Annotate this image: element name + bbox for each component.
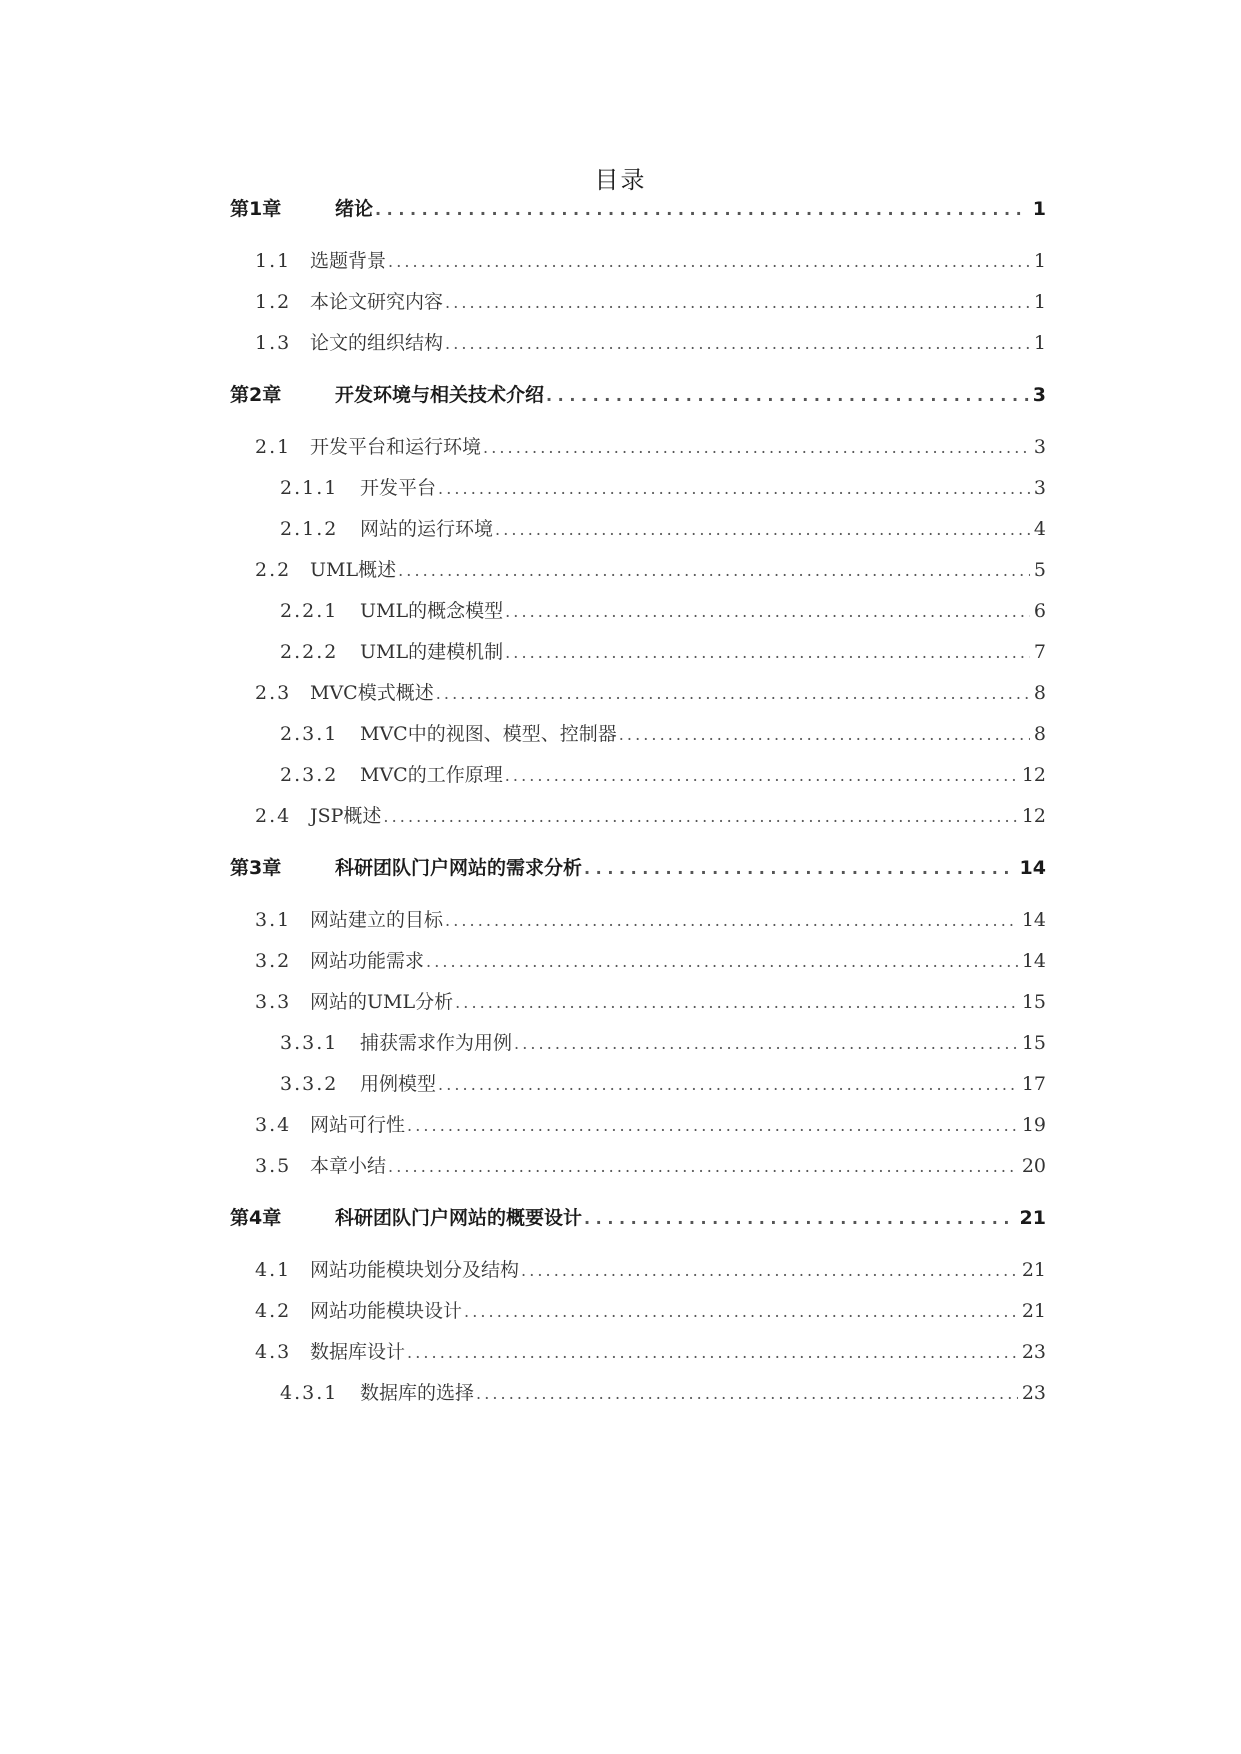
toc-entry-label: 论文的组织结构 [310, 332, 444, 354]
toc-entry-label: JSP概述 [310, 805, 382, 827]
toc-leader-dots [584, 1203, 1016, 1234]
toc-entry-label: 网站的UML分析 [310, 991, 454, 1013]
toc-entry-page-number: 15 [1021, 1032, 1046, 1054]
toc-title: 目录 [594, 166, 647, 194]
toc-entry-number: 2.2.1 [280, 600, 339, 622]
toc-leader-dots [375, 194, 1029, 225]
toc-entry-page-number: 3 [1032, 384, 1046, 406]
toc-entry-page-number: 3 [1033, 436, 1046, 458]
toc-entry-subsection[interactable] [280, 596, 1046, 626]
toc-entry-number: 2.3 [255, 682, 292, 704]
toc-entry-chapter[interactable] [230, 380, 1046, 410]
toc-entry-label: UML概述 [310, 559, 397, 581]
toc-entry-page-number: 23 [1021, 1382, 1046, 1404]
toc-entry-label: 数据库的选择 [360, 1382, 475, 1404]
toc-leader-dots [438, 1069, 1018, 1100]
toc-entry-page-number: 17 [1021, 1073, 1046, 1095]
toc-entry-number: 第1章 [230, 198, 282, 220]
toc-entry-number: 3.3 [255, 991, 292, 1013]
toc-entry-section[interactable] [255, 1296, 1046, 1326]
toc-entry-number: 4.1 [255, 1259, 292, 1281]
toc-entry-section[interactable] [255, 432, 1046, 462]
toc-leader-dots [521, 1255, 1018, 1286]
toc-entry-label: 网站功能需求 [310, 950, 425, 972]
toc-entry-label: MVC中的视图、模型、控制器 [360, 723, 617, 745]
toc-entry-page-number: 6 [1033, 600, 1046, 622]
toc-entry-label: 网站可行性 [310, 1114, 406, 1136]
toc-entry-number: 2.2 [255, 559, 292, 581]
toc-entry-number: 1.2 [255, 291, 292, 313]
toc-entry-number: 4.2 [255, 1300, 292, 1322]
toc-entry-label: 绪论 [335, 198, 374, 220]
toc-entry-label: MVC的工作原理 [360, 764, 503, 786]
toc-entry-number: 4.3.1 [280, 1382, 339, 1404]
toc-entry-section[interactable] [255, 287, 1046, 317]
toc-leader-dots [619, 719, 1030, 750]
toc-entry-section[interactable] [255, 946, 1046, 976]
toc-entry-label: 本论文研究内容 [310, 291, 444, 313]
toc-entry-page-number: 1 [1032, 198, 1046, 220]
toc-leader-dots [505, 596, 1030, 627]
toc-leader-dots [383, 801, 1017, 832]
toc-entry-chapter[interactable] [230, 194, 1046, 224]
toc-leader-dots [514, 1028, 1018, 1059]
toc-entry-number: 1.3 [255, 332, 292, 354]
toc-entry-label: 选题背景 [310, 250, 387, 272]
toc-entry-page-number: 15 [1021, 991, 1046, 1013]
toc-leader-dots [407, 1110, 1018, 1141]
toc-leader-dots [445, 328, 1030, 359]
toc-entry-number: 第2章 [230, 384, 282, 406]
toc-leader-dots [438, 473, 1030, 504]
toc-leader-dots [426, 946, 1018, 977]
toc-entry-page-number: 21 [1019, 1207, 1046, 1229]
toc-entry-subsection[interactable] [280, 1028, 1046, 1058]
toc-entry-page-number: 1 [1033, 291, 1046, 313]
toc-leader-dots [505, 760, 1018, 791]
toc-entry-page-number: 5 [1033, 559, 1046, 581]
toc-entry-page-number: 1 [1033, 332, 1046, 354]
toc-entry-page-number: 8 [1033, 682, 1046, 704]
toc-leader-dots [505, 637, 1030, 668]
toc-entry-label: 网站功能模块划分及结构 [310, 1259, 520, 1281]
toc-entry-label: 捕获需求作为用例 [360, 1032, 513, 1054]
toc-entry-label: UML的建模机制 [360, 641, 504, 663]
toc-entry-label: 科研团队门户网站的概要设计 [335, 1207, 583, 1229]
toc-entry-number: 第4章 [230, 1207, 282, 1229]
toc-entry-section[interactable] [255, 328, 1046, 358]
toc-entry-label: 网站的运行环境 [360, 518, 494, 540]
toc-leader-dots [407, 1337, 1018, 1368]
toc-entry-label: 数据库设计 [310, 1341, 406, 1363]
toc-entry-section[interactable] [255, 1255, 1046, 1285]
toc-entry-section[interactable] [255, 1110, 1046, 1140]
toc-entry-number: 2.1 [255, 436, 292, 458]
toc-entry-page-number: 20 [1021, 1155, 1046, 1177]
toc-entry-label: 开发环境与相关技术介绍 [335, 384, 545, 406]
toc-leader-dots [445, 287, 1030, 318]
toc-entry-section[interactable] [255, 246, 1046, 276]
toc-entry-page-number: 3 [1033, 477, 1046, 499]
toc-entry-chapter[interactable] [230, 1203, 1046, 1233]
toc-entry-number: 3.3.2 [280, 1073, 339, 1095]
toc-entry-chapter[interactable] [230, 853, 1046, 883]
toc-entry-subsection[interactable] [280, 1069, 1046, 1099]
toc-entry-section[interactable] [255, 1151, 1046, 1181]
toc-entry-page-number: 4 [1033, 518, 1046, 540]
toc-entry-page-number: 12 [1021, 805, 1046, 827]
toc-entry-label: 网站建立的目标 [310, 909, 444, 931]
toc-entry-number: 2.4 [255, 805, 292, 827]
toc-entry-page-number: 14 [1021, 909, 1046, 931]
toc-leader-dots [388, 246, 1030, 277]
toc-entry-number: 2.3.1 [280, 723, 339, 745]
toc-entry-page-number: 14 [1021, 950, 1046, 972]
toc-leader-dots [398, 555, 1030, 586]
toc-entry-page-number: 1 [1033, 250, 1046, 272]
toc-entry-number: 4.3 [255, 1341, 292, 1363]
toc-entry-page-number: 14 [1019, 857, 1046, 879]
toc-entry-subsection[interactable] [280, 760, 1046, 790]
toc-entry-label: 开发平台和运行环境 [310, 436, 482, 458]
toc-leader-dots [455, 987, 1018, 1018]
toc-entry-page-number: 19 [1021, 1114, 1046, 1136]
toc-entry-page-number: 21 [1021, 1300, 1046, 1322]
toc-entry-label: 开发平台 [360, 477, 437, 499]
toc-entry-number: 3.2 [255, 950, 292, 972]
toc-entry-number: 1.1 [255, 250, 292, 272]
toc-entry-number: 2.1.1 [280, 477, 339, 499]
toc-entry-page-number: 23 [1021, 1341, 1046, 1363]
toc-entry-label: 科研团队门户网站的需求分析 [335, 857, 583, 879]
toc-entry-label: 用例模型 [360, 1073, 437, 1095]
toc-entry-label: 网站功能模块设计 [310, 1300, 463, 1322]
toc-leader-dots [495, 514, 1030, 545]
toc-entry-page-number: 8 [1033, 723, 1046, 745]
toc-leader-dots [464, 1296, 1018, 1327]
toc-entry-section[interactable] [255, 1337, 1046, 1367]
toc-leader-dots [546, 380, 1029, 411]
toc-entry-page-number: 12 [1021, 764, 1046, 786]
toc-entry-subsection[interactable] [280, 514, 1046, 544]
toc-entry-subsection[interactable] [280, 719, 1046, 749]
toc-entry-page-number: 7 [1033, 641, 1046, 663]
toc-entry-number: 3.3.1 [280, 1032, 339, 1054]
toc-entry-label: 本章小结 [310, 1155, 387, 1177]
toc-entry-section[interactable] [255, 905, 1046, 935]
toc-entry-label: UML的概念模型 [360, 600, 504, 622]
toc-entry-subsection[interactable] [280, 1378, 1046, 1408]
toc-entry-number: 2.3.2 [280, 764, 339, 786]
toc-leader-dots [584, 853, 1016, 884]
toc-entry-section[interactable] [255, 801, 1046, 831]
toc-entry-section[interactable] [255, 987, 1046, 1017]
toc-leader-dots [436, 678, 1030, 709]
toc-leader-dots [476, 1378, 1018, 1409]
toc-entry-number: 2.1.2 [280, 518, 339, 540]
toc-entry-subsection[interactable] [280, 637, 1046, 667]
toc-entry-number: 3.4 [255, 1114, 292, 1136]
toc-entry-section[interactable] [255, 555, 1046, 585]
toc-entry-section[interactable] [255, 678, 1046, 708]
toc-entry-number: 3.5 [255, 1155, 292, 1177]
toc-entry-subsection[interactable] [280, 473, 1046, 503]
toc-entry-number: 3.1 [255, 909, 292, 931]
toc-entry-label: MVC模式概述 [310, 682, 434, 704]
toc-leader-dots [445, 905, 1018, 936]
toc-leader-dots [388, 1151, 1018, 1182]
toc-entry-page-number: 21 [1021, 1259, 1046, 1281]
toc-entry-number: 2.2.2 [280, 641, 339, 663]
toc-leader-dots [483, 432, 1030, 463]
toc-entry-number: 第3章 [230, 857, 282, 879]
